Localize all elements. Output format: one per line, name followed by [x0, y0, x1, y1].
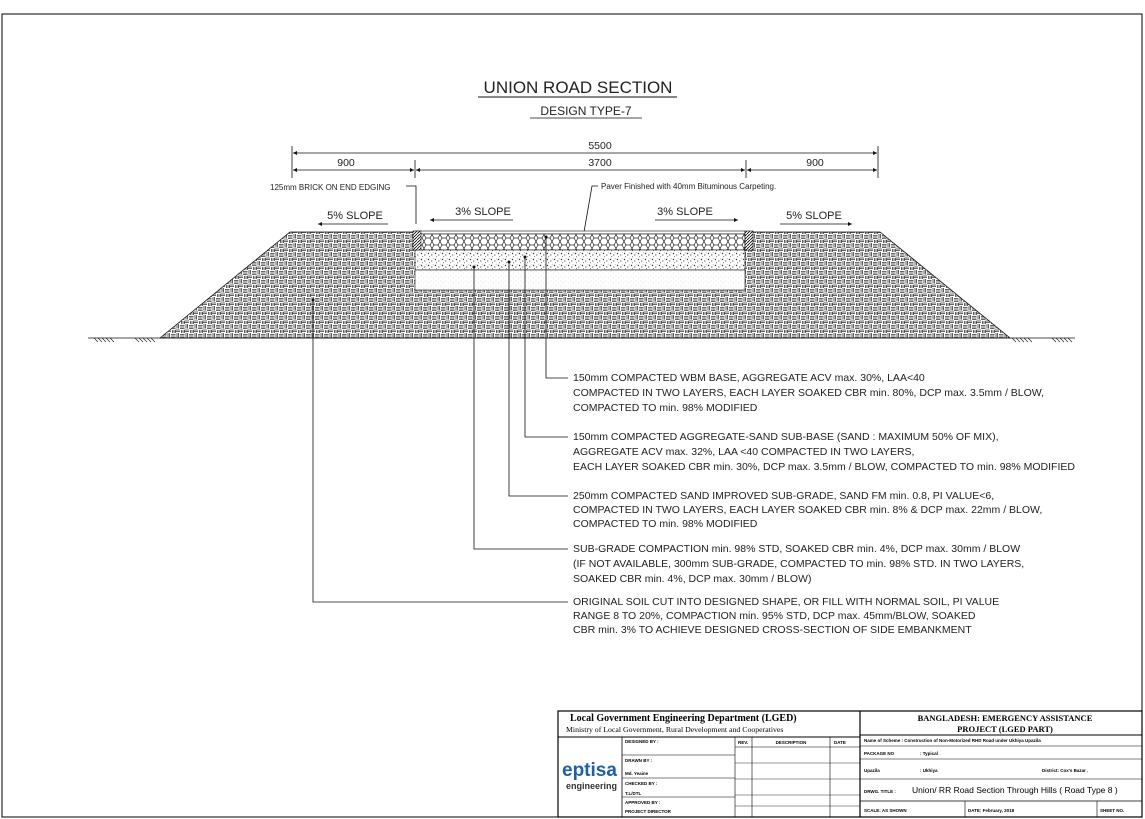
edging-leader — [406, 186, 416, 224]
dim-total: 5500 — [588, 140, 612, 152]
dim-left: 900 — [337, 157, 355, 169]
dimension-lines — [292, 146, 878, 178]
annotation-wbm-base — [573, 372, 1044, 414]
eptisa-logo-sub: engineering — [565, 781, 617, 791]
svg-text:COMPACTED TO min. 98% MODIFIED: COMPACTED TO min. 98% MODIFIED — [573, 518, 758, 530]
slope-inner-left: 3% SLOPE — [455, 206, 511, 218]
svg-text:RANGE 8 TO 20%, COMPACTION mi: RANGE 8 TO 20%, COMPACTION min. 95% STD, DCP max. 45mm/BLOW, SOAKED — [573, 610, 976, 622]
tb-checked: CHECKED BY : — [625, 781, 658, 786]
brick-edging-right — [745, 231, 753, 250]
tb-upazila-val: : Ukhiya — [920, 768, 938, 773]
layer-carpeting — [415, 231, 745, 234]
tb-project-line2: PROJECT (LGED PART) — [957, 724, 1053, 734]
tb-sheet: SHEET NO. — [1100, 808, 1125, 813]
drawing-title: UNION ROAD SECTION — [483, 78, 673, 97]
annotation-original-soil — [573, 596, 999, 636]
tb-description: DESCRIPTION — [775, 740, 807, 745]
tb-upazila: Upazila — [864, 768, 880, 773]
tb-dwg-title-label: DRWG. TITLE : — [864, 789, 896, 794]
layer-sub-base — [415, 250, 745, 270]
callout-edging: 125mm BRICK ON END EDGING — [270, 183, 391, 192]
road-cross-section — [88, 231, 1075, 342]
tb-drawn: DRAWN BY : — [625, 758, 653, 763]
svg-text:(IF NOT AVAILABLE, 300mm SUB-G: (IF NOT AVAILABLE, 300mm SUB-GRADE, COMPACTED TO min. 98% STD. IN TWO LAYERS, — [573, 558, 1025, 570]
layer-wbm-base — [415, 234, 745, 250]
svg-text:COMPACTED TO min. 98% MODIFIED: COMPACTED TO min. 98% MODIFIED — [573, 402, 758, 414]
annotation-sand-subgrade — [573, 490, 1042, 530]
dim-center: 3700 — [588, 157, 612, 169]
callout-paver: Paver Finished with 40mm Bituminous Carpeting. — [601, 182, 777, 191]
svg-text:COMPACTED IN TWO LAYERS, EACH: COMPACTED IN TWO LAYERS, EACH LAYER SOAKED CBR min. 8% & DCP max. 22mm / BLOW, — [573, 504, 1043, 516]
tb-date: DATE — [834, 740, 846, 745]
tb-package-val: : Typical — [920, 751, 938, 756]
dim-right: 900 — [806, 157, 824, 169]
tb-approved-name: PROJECT DIRECTOR — [625, 809, 671, 814]
svg-text:150mm COMPACTED AGGREGATE-SAN: 150mm COMPACTED AGGREGATE-SAND SUB-BASE (SAND : MAXIMUM 50% OF MIX), — [573, 431, 999, 443]
paver-leader — [584, 186, 598, 232]
annotation-subgrade-compaction — [573, 543, 1024, 585]
svg-text:250mm COMPACTED SAND IMPROVED: 250mm COMPACTED SAND IMPROVED SUB-GRADE, SAND FM min. 0.8, PI VALUE<6, — [573, 490, 995, 502]
tb-rev: REV. — [738, 740, 749, 745]
svg-text:150mm COMPACTED WBM BASE, AGGR: 150mm COMPACTED WBM BASE, AGGREGATE ACV max. 30%, LAA<40 — [573, 372, 925, 384]
svg-text:AGGREGATE ACV max. 32%, LAA <4: AGGREGATE ACV max. 32%, LAA <40 COMPACTED IN TWO LAYERS, — [573, 446, 915, 458]
tb-date-val: DATE: February, 2018 — [968, 808, 1015, 813]
svg-text:ORIGINAL SOIL CUT INTO DESIGNE: ORIGINAL SOIL CUT INTO DESIGNED SHAPE, OR FILL WITH NORMAL SOIL, PI VALUE — [573, 596, 1000, 608]
sheet-border — [2, 14, 1142, 817]
tb-scheme: Name of Scheme : Construction of Non-Motorized RHD Road under Ukhiya Upazila — [864, 738, 1041, 743]
ground-hatch-left — [94, 338, 155, 342]
tb-checked-name: T.L/DTL — [625, 791, 642, 796]
slope-outer-right: 5% SLOPE — [786, 210, 842, 222]
svg-text:EACH LAYER SOAKED CBR min. 30: EACH LAYER SOAKED CBR min. 30%, DCP max. 3.5mm / BLOW, COMPACTED TO min. 98% MODIFIED — [573, 461, 1075, 473]
tb-dwg-title: Union/ RR Road Section Through Hills ( Road Type 8 ) — [912, 785, 1118, 795]
slope-outer-left: 5% SLOPE — [327, 210, 383, 222]
slope-inner-right: 3% SLOPE — [657, 206, 713, 218]
svg-text:CBR min. 3% TO ACHIEVE DESIGNE: CBR min. 3% TO ACHIEVE DESIGNED CROSS-SECTION OF SIDE EMBANKMENT — [573, 624, 972, 636]
tb-dept: Local Government Engineering Department (LGED) — [570, 713, 797, 724]
brick-edging-left — [413, 231, 421, 250]
svg-text:SOAKED CBR min. 4%, DCP max. 3: SOAKED CBR min. 4%, DCP max. 30mm / BLOW) — [573, 573, 812, 585]
layer-sand-subgrade — [415, 270, 745, 290]
tb-district: District: Cox's Bazar . — [1042, 768, 1089, 773]
drawing-subtitle: DESIGN TYPE-7 — [540, 104, 632, 118]
tb-package: PACKAGE NO — [864, 751, 895, 756]
tb-scale: SCALE: AS SHOWN — [864, 808, 907, 813]
ground-hatch-right — [1012, 338, 1072, 342]
svg-text:SUB-GRADE COMPACTION min. 98%: SUB-GRADE COMPACTION min. 98% STD, SOAKED CBR min. 4%, DCP max. 30mm / BLOW — [573, 543, 1021, 555]
tb-approved: APPROVED BY : — [625, 800, 661, 805]
annotation-sub-base — [573, 431, 1075, 473]
tb-designed: DESIGNED BY : — [625, 739, 659, 744]
tb-ministry: Ministry of Local Government, Rural Development and Cooperatives — [566, 725, 784, 734]
eptisa-logo: eptisa — [562, 760, 617, 781]
svg-text:COMPACTED IN TWO LAYERS, EACH: COMPACTED IN TWO LAYERS, EACH LAYER SOAKED CBR min. 80%, DCP max. 3.5mm / BLOW, — [573, 387, 1045, 399]
tb-drawn-name: Md. Yeaine — [625, 771, 649, 776]
tb-project-line1: BANGLADESH: EMERGENCY ASSISTANCE — [917, 713, 1093, 723]
